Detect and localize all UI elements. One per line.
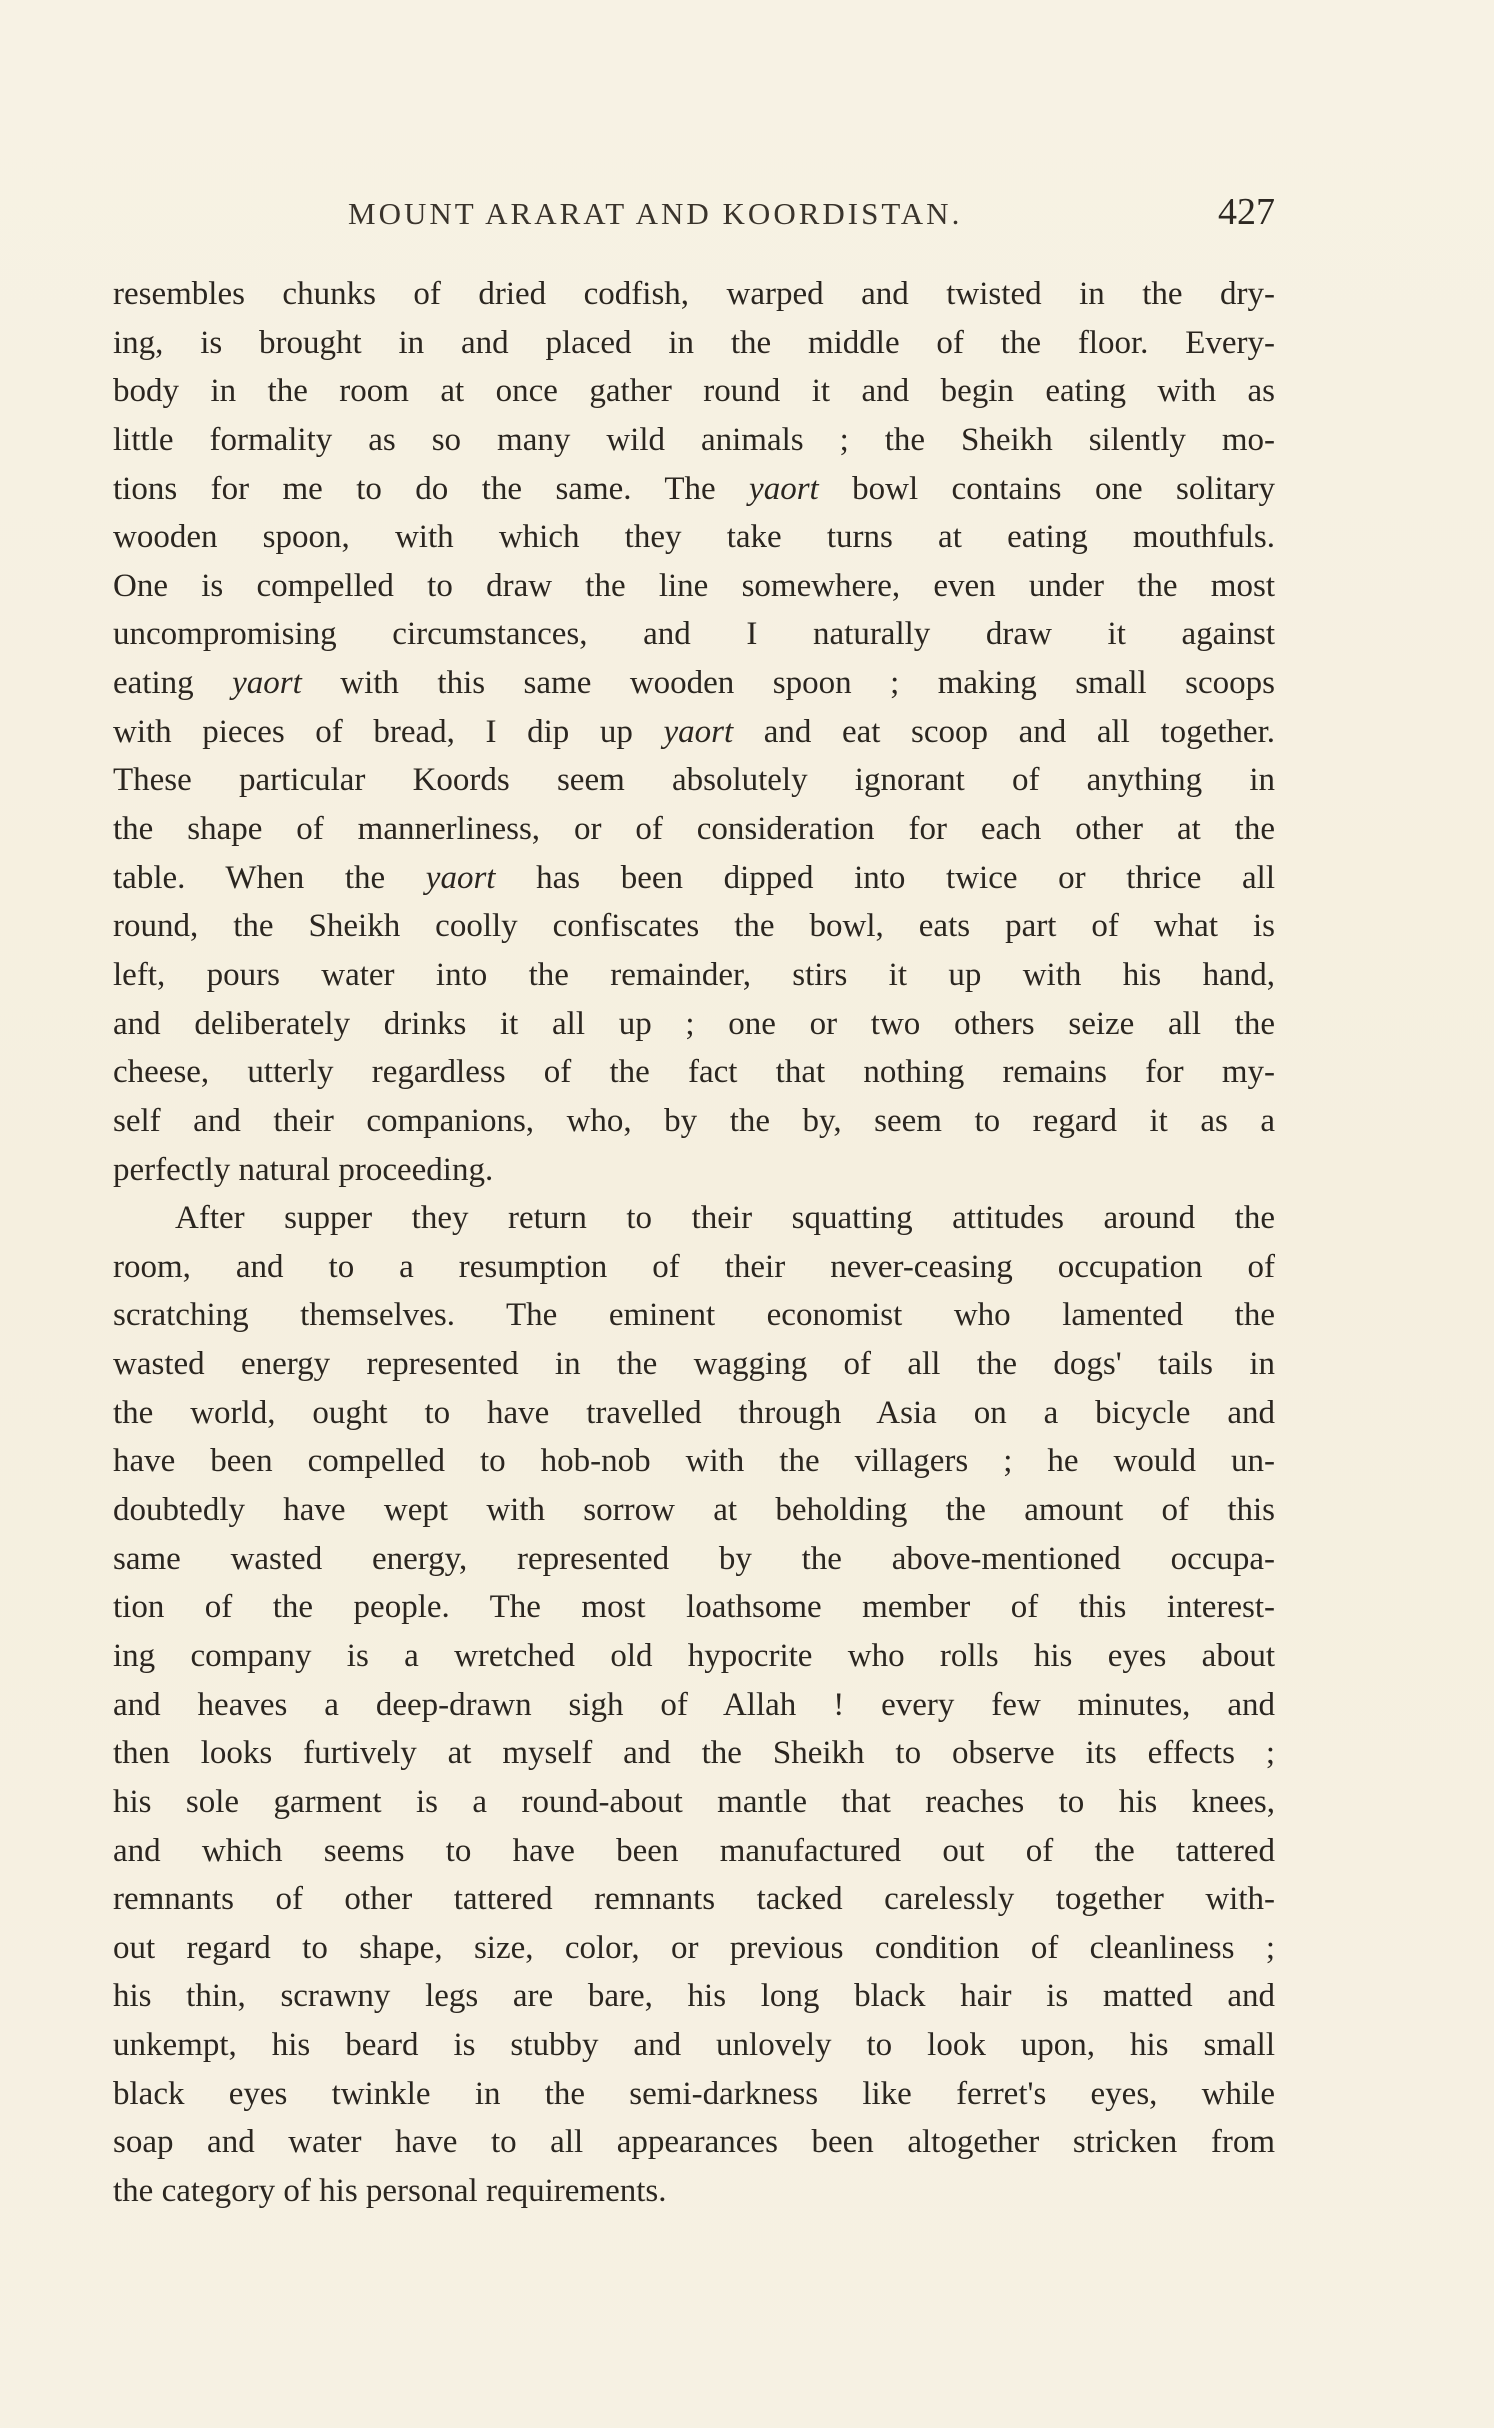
text-segment: little formality as so many wild animals ; the Sheikh silently mo- — [113, 421, 1275, 458]
text-line — [113, 562, 1275, 611]
text-line — [113, 756, 1275, 805]
text-segment: remnants of other tattered remnants tacked carelessly together with- — [113, 1881, 1275, 1918]
text-line — [113, 1048, 1275, 1097]
text-line — [113, 1389, 1275, 1438]
text-line — [113, 367, 1275, 416]
text-segment: self and their companions, who, by the by, seem to regard it as a — [113, 1102, 1275, 1139]
text-segment: bowl contains one solitary — [818, 470, 1275, 507]
text-line — [113, 854, 1275, 903]
text-line — [113, 465, 1275, 514]
text-segment: soap and water have to all appearances been altogether stricken from — [113, 2124, 1275, 2161]
text-line — [113, 1583, 1275, 1632]
text-segment: cheese, utterly regardless of the fact that nothing remains for my- — [113, 1054, 1275, 1091]
text-segment: tion of the people. The most loathsome member of this interest- — [113, 1589, 1275, 1626]
running-title: MOUNT ARARAT AND KOORDISTAN. — [348, 196, 963, 231]
text-segment: left, pours water into the remainder, stirs it up with his hand, — [113, 956, 1275, 993]
text-line — [113, 270, 1275, 319]
text-segment: ing company is a wretched old hypocrite who rolls his eyes about — [113, 1637, 1275, 1674]
text-segment: the world, ought to have travelled through Asia on a bicycle and — [113, 1394, 1275, 1431]
text-line — [113, 1000, 1275, 1049]
text-segment: room, and to a resumption of their never-ceasing occupation of — [113, 1248, 1275, 1285]
text-line — [113, 1243, 1275, 1292]
text-segment: unkempt, his beard is stubby and unlovely to look upon, his small — [113, 2027, 1275, 2064]
text-line — [113, 2118, 1275, 2167]
text-segment: then looks furtively at myself and the Sheikh to observe its effects ; — [113, 1735, 1275, 1772]
text-segment: eating — [113, 665, 233, 702]
text-line — [113, 1778, 1275, 1827]
text-line — [113, 902, 1275, 951]
text-line — [113, 1340, 1275, 1389]
text-segment: his thin, scrawny legs are bare, his long black hair is matted and — [113, 1978, 1275, 2015]
text-line — [113, 951, 1275, 1000]
text-segment: body in the room at once gather round it and begin eating with as — [113, 373, 1275, 410]
text-segment: wasted energy represented in the wagging of all the dogs' tails in — [113, 1346, 1275, 1383]
text-segment: One is compelled to draw the line somewhere, even under the most — [113, 567, 1275, 604]
text-segment: the category of his personal requirements. — [113, 2172, 667, 2209]
text-segment: same wasted energy, represented by the above-mentioned occupa- — [113, 1540, 1275, 1577]
text-line — [113, 1437, 1275, 1486]
text-line — [113, 1681, 1275, 1730]
text-line — [113, 1827, 1275, 1876]
text-segment: and eat scoop and all together. — [733, 713, 1275, 750]
text-line — [113, 1972, 1275, 2021]
text-segment: the shape of mannerliness, or of consideration for each other at the — [113, 811, 1275, 848]
text-line — [113, 805, 1275, 854]
text-segment: tions for me to do the same. The — [113, 470, 750, 507]
text-segment: and deliberately drinks it all up ; one or two others seize all the — [113, 1005, 1275, 1042]
text-line — [113, 1924, 1275, 1973]
text-line — [113, 2070, 1275, 2119]
body-text — [113, 270, 1275, 2216]
text-line — [113, 1535, 1275, 1584]
text-segment: scratching themselves. The eminent economist who lamented the — [113, 1297, 1275, 1334]
text-line — [113, 1146, 1275, 1195]
text-segment: uncompromising circumstances, and I naturally draw it against — [113, 616, 1275, 653]
text-segment: After supper they return to their squatting attitudes around the — [175, 1200, 1275, 1237]
text-line — [113, 708, 1275, 757]
text-line — [113, 659, 1275, 708]
text-segment: round, the Sheikh coolly confiscates the bowl, eats part of what is — [113, 908, 1275, 945]
text-segment: resembles chunks of dried codfish, warped and twisted in the dry- — [113, 276, 1275, 312]
text-segment: have been compelled to hob-nob with the villagers ; he would un- — [113, 1443, 1275, 1480]
text-line — [113, 1291, 1275, 1340]
text-line — [113, 319, 1275, 368]
text-segment: perfectly natural proceeding. — [113, 1151, 494, 1188]
italic-word: yaort — [232, 665, 302, 702]
page-number: 427 — [1218, 191, 1275, 233]
italic-word: yaort — [663, 713, 734, 750]
text-segment: has been dipped into twice or thrice all — [495, 859, 1275, 896]
text-segment: ing, is brought in and placed in the middle of the floor. Every- — [113, 324, 1275, 361]
text-segment: out regard to shape, size, color, or previous condition of cleanliness ; — [113, 1929, 1275, 1966]
italic-word: yaort — [425, 859, 496, 896]
text-segment: with this same wooden spoon ; making small scoops — [301, 665, 1275, 702]
text-segment: with pieces of bread, I dip up — [113, 713, 664, 750]
text-segment: doubtedly have wept with sorrow at beholding the amount of this — [113, 1492, 1275, 1529]
text-segment: These particular Koords seem absolutely ignorant of anything in — [113, 762, 1275, 799]
text-line — [113, 513, 1275, 562]
text-line — [113, 1486, 1275, 1535]
text-segment: and heaves a deep-drawn sigh of Allah ! every few minutes, and — [113, 1686, 1275, 1723]
text-line — [113, 416, 1275, 465]
text-segment: and which seems to have been manufactured out of the tattered — [113, 1832, 1275, 1869]
italic-word: yaort — [749, 470, 819, 507]
text-line — [113, 1875, 1275, 1924]
text-line — [113, 1097, 1275, 1146]
text-line — [113, 2167, 1275, 2216]
text-segment: his sole garment is a round-about mantle that reaches to his knees, — [113, 1783, 1275, 1820]
page-header — [113, 191, 1275, 236]
text-line — [113, 1194, 1275, 1243]
text-segment: black eyes twinkle in the semi-darkness like ferret's eyes, while — [113, 2075, 1275, 2112]
text-segment: table. When the — [113, 859, 426, 896]
text-line — [113, 2021, 1275, 2070]
text-segment: wooden spoon, with which they take turns at eating mouthfuls. — [113, 519, 1275, 556]
text-line — [113, 1729, 1275, 1778]
text-line — [113, 1632, 1275, 1681]
text-line — [113, 610, 1275, 659]
